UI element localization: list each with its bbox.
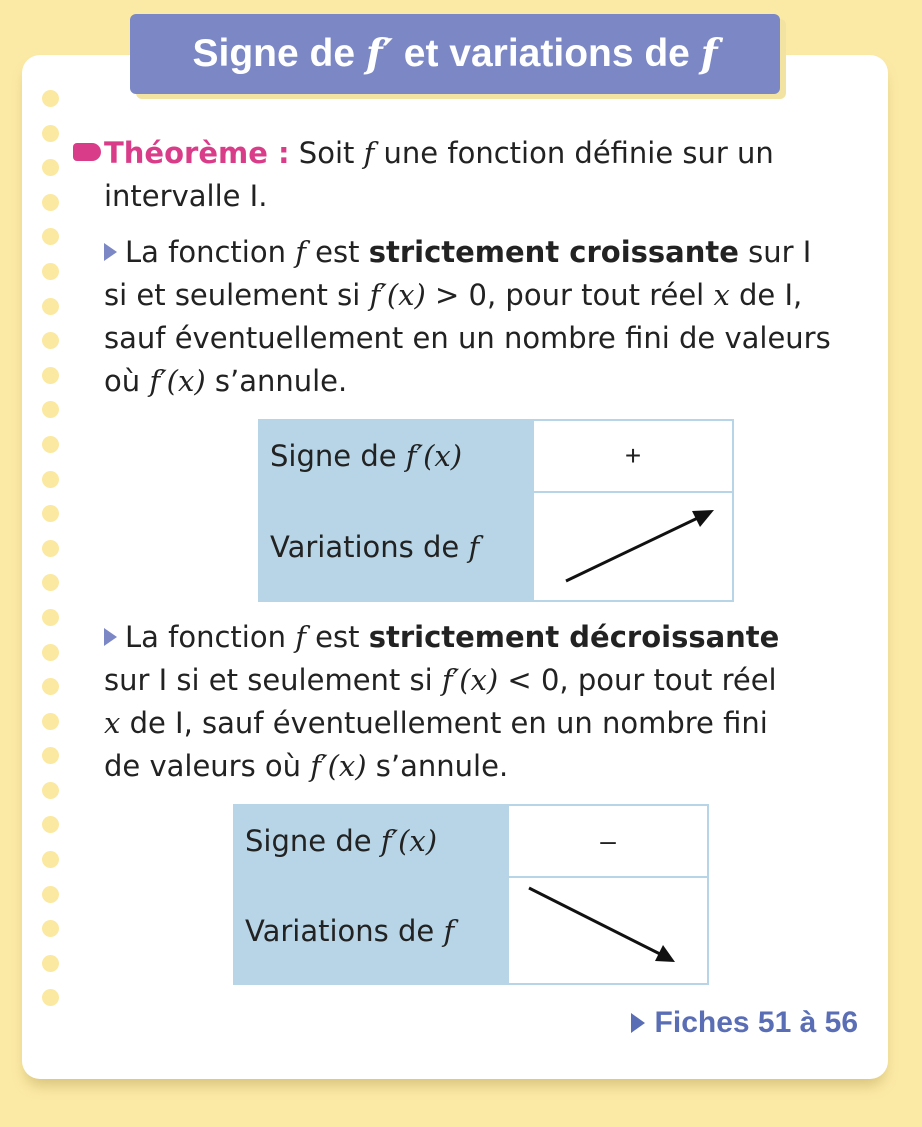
decreasing-variation-table <box>233 804 709 985</box>
binder-hole <box>42 886 59 903</box>
binder-hole <box>42 367 59 384</box>
increasing-variation-table <box>258 419 734 602</box>
page-title <box>130 14 780 94</box>
dec-deriv-2: f′(x) <box>310 749 367 783</box>
sign-value: – <box>508 805 708 877</box>
variation-label-f: f <box>468 529 480 564</box>
sign-label-text: Signe de <box>245 824 381 858</box>
fiches-reference-link[interactable] <box>631 1006 858 1040</box>
sign-label-text: Signe de <box>270 439 406 473</box>
arrow-down-icon <box>509 878 707 976</box>
theorem-intro-line2: intervalle I. <box>104 179 268 213</box>
binder-hole <box>42 159 59 176</box>
theorem-f: f <box>363 136 375 170</box>
inc-line2-c: de I, <box>729 278 803 312</box>
dec-ineq: < 0 <box>498 663 560 697</box>
title-middle: et variations de <box>392 32 701 75</box>
binder-hole <box>42 401 59 418</box>
binder-hole <box>42 782 59 799</box>
inc-line2-a: si et seulement si <box>104 278 370 312</box>
binder-hole <box>42 713 59 730</box>
variation-row-label <box>259 492 533 601</box>
inc-line1-a: La fonction <box>125 235 296 269</box>
bullet-icon <box>631 1013 645 1033</box>
binder-hole <box>42 194 59 211</box>
variation-arrow-cell <box>508 877 708 984</box>
inc-line4-a: où <box>104 364 150 398</box>
binder-hole <box>42 574 59 591</box>
fiches-reference-label: Fiches 51 à 56 <box>654 1006 858 1039</box>
binder-hole <box>42 851 59 868</box>
binder-hole <box>42 920 59 937</box>
dec-bold: strictement décroissante <box>368 620 780 654</box>
theorem-statement <box>104 132 864 218</box>
binder-hole <box>42 125 59 142</box>
variation-label-text: Variations de <box>245 913 444 948</box>
binder-hole <box>42 609 59 626</box>
inc-ineq: > 0 <box>425 278 487 312</box>
binder-hole <box>42 298 59 315</box>
sign-label-deriv: f′(x) <box>380 824 438 858</box>
binder-hole <box>42 505 59 522</box>
title-prefix: Signe de <box>192 32 366 75</box>
decreasing-case <box>104 616 864 788</box>
sign-row-label <box>234 805 508 877</box>
variation-row-label <box>234 877 508 984</box>
binder-hole <box>42 228 59 245</box>
dec-line4-a: de valeurs où <box>104 749 311 783</box>
bullet-icon <box>104 628 117 646</box>
theorem-label: Théorème : <box>104 136 290 170</box>
dec-deriv: f′(x) <box>441 663 499 697</box>
binder-hole <box>42 263 59 280</box>
dec-line3: de I, sauf éventuellement en un nombre fini <box>120 706 768 740</box>
inc-deriv: f′(x) <box>369 278 426 312</box>
dec-line2-a: sur I si et seulement si <box>104 663 442 697</box>
binder-hole <box>42 989 59 1006</box>
title-f-variable: f <box>365 31 383 77</box>
increasing-case <box>104 231 864 403</box>
inc-line3: sauf éventuellement en un nombre fini de valeurs <box>104 321 831 355</box>
inc-bold: strictement croissante <box>368 235 739 269</box>
variation-label-text: Variations de <box>270 529 469 564</box>
binder-hole <box>42 332 59 349</box>
inc-line2-b: , pour tout réel <box>487 278 714 312</box>
binder-hole <box>42 436 59 453</box>
bullet-icon <box>104 243 117 261</box>
inc-line1-b: est <box>305 235 369 269</box>
dec-x: x <box>104 706 121 740</box>
title-f-variable-2: f <box>700 31 718 77</box>
sign-value: + <box>533 420 733 492</box>
theorem-intro-2: une fonction définie sur un <box>374 136 774 170</box>
binder-hole <box>42 540 59 557</box>
binder-holes <box>42 90 64 1024</box>
binder-hole <box>42 955 59 972</box>
title-prime: ′ <box>382 31 393 77</box>
theorem-marker-icon <box>73 143 101 161</box>
sign-label-deriv: f′(x) <box>405 439 463 473</box>
sign-row-label <box>259 420 533 492</box>
inc-line4-b: s’annule. <box>205 364 348 398</box>
dec-f: f <box>295 620 306 654</box>
binder-hole <box>42 471 59 488</box>
variation-arrow-cell <box>533 492 733 601</box>
arrow-up-icon <box>534 493 732 593</box>
binder-hole <box>42 644 59 661</box>
inc-deriv-2: f′(x) <box>149 364 206 398</box>
theorem-intro-1: Soit <box>289 136 364 170</box>
dec-line1-a: La fonction <box>125 620 296 654</box>
dec-line1-b: est <box>305 620 369 654</box>
binder-hole <box>42 678 59 695</box>
inc-f: f <box>295 235 306 269</box>
inc-x: x <box>713 278 730 312</box>
inc-line1-c: sur I <box>738 235 812 269</box>
dec-line2-b: , pour tout réel <box>559 663 777 697</box>
dec-line4-b: s’annule. <box>366 749 509 783</box>
binder-hole <box>42 747 59 764</box>
variation-label-f: f <box>443 913 455 948</box>
binder-hole <box>42 816 59 833</box>
binder-hole <box>42 90 59 107</box>
